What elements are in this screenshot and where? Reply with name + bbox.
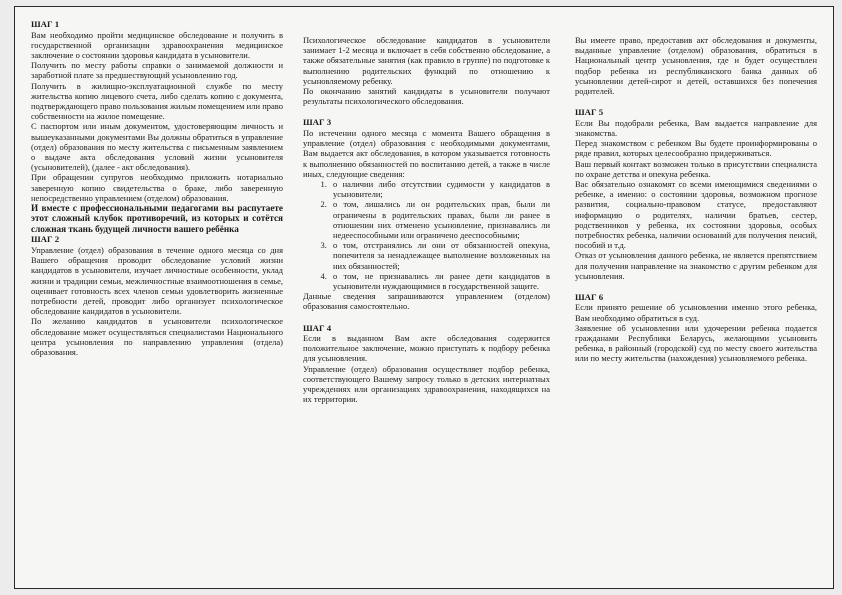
step3-heading: ШАГ 3 (303, 117, 332, 128)
list-item: 4. о том, не признавались ли ранее дети кандидатов в усыновители нуждающимися в государственной защите. (329, 271, 550, 291)
list-item: 1. о наличии либо отсутствии судимости у кандидатов в усыновители; (329, 179, 550, 199)
step5-heading: ШАГ 5 (575, 107, 604, 118)
step1-paragraph-1: Вам необходимо пройти медицинское обследование и получить в государственной организации здравоохранения медицинское заключение о состоянии здоровья кандидата в усыновители. (31, 29, 283, 60)
step1-heading: ШАГ 1 (31, 19, 60, 29)
step3-paragraph-1: По истечении одного месяца с момента Вашего обращения в управление (отдел) образования с необходимыми документами, Вам выдается акт обследования, в котором указывается готовность к выполнению обязанностей по воспитанию детей, а также в числе иных, следующие сведения: (303, 127, 550, 179)
step3-list (303, 179, 550, 291)
step5-paragraph-1: Если Вы подобрали ребенка, Вам выдается направление для знакомства. (575, 117, 817, 138)
step6-heading: ШАГ 6 (575, 291, 604, 302)
step6-paragraph-2: Заявление об усыновлении или удочерении ребенка подается гражданами Республики Беларусь, желающими усыновить ребенка, в районный (городской) суд по месту своего жительства или по месту жительства (нахождения) усыновляемого ребенка. (575, 322, 817, 364)
step2-paragraph-1: Управление (отдел) образования в течение одного месяца со дня Вашего обращения проводит обследование условий жизни кандидатов в усыновители, изучает личностные особенности, уклад жизни и традиции семьи, межличностные взаимоотношения в семье, оценивает готовность всех членов семьи удовлетворить жизненные потребности детей, проводит либо организует психологическое обследование кандидатов в усыновители. (31, 244, 283, 317)
step4-paragraph-1: Если в выданном Вам акте обследования содержится положительное заключение, можно приступать к подбору ребенка для усыновления. (303, 333, 550, 364)
psych-paragraph-2: По окончанию занятий кандидаты в усыновители получают результаты психологического обследования. (303, 86, 550, 107)
step2-heading: ШАГ 2 (31, 234, 60, 245)
step1-paragraph-4: С паспортом или иным документом, удостоверяющим личность и вышеуказанными документами Вы должны обратиться в управление (отдел) образования по месту жительства с письменным заявлением о выдаче акта обследования условий жизни усыновителя (усыновителей), (далее - акт обследования). (31, 121, 283, 173)
step4-paragraph-2: Управление (отдел) образования осуществляет подбор ребенка, соответствующего Вашему запросу только в детских интернатных учреждениях или организациях здравоохранения, находящихся на их территории. (303, 363, 550, 405)
column-right (575, 35, 817, 580)
step1-highlight-paragraph: И вместе с профессиональными педагогами вы распутаете этот сложный клубок противоречий, из которых и сотётся сложная ткань будущей личности вашего ребёнка (31, 202, 283, 234)
column-middle (303, 35, 550, 580)
step5-paragraph-3: Ваш первый контакт возможен только в присутствии специалиста по охране детства и опекуна ребенка. (575, 158, 817, 179)
step1-paragraph-5: При обращении супругов необходимо приложить нотариально заверенную копию свидетельства о браке, либо заверенную непосредственно управлением (отделом) образования. (31, 172, 283, 203)
step6-paragraph-1: Если принято решение об усыновлении именно этого ребенка, Вам необходимо обратиться в суд. (575, 302, 817, 323)
step5-paragraph-2: Перед знакомством с ребенком Вы будете проинформированы о ряде правил, которых целесообразно придерживаться. (575, 138, 817, 159)
list-item: 3. о том, отстранялись ли они от обязанностей опекуна, попечителя за ненадлежащее выполнение возложенных на них обязанностей; (329, 240, 550, 271)
list-item: 2. о том, лишались ли он родительских прав, были ли ограничены в родительских правах, были ли ранее в отношении них отменено усыновление, признавались ли недееспособными или ограничено дееспособными; (329, 199, 550, 240)
step3-paragraph-2: Данные сведения запрашиваются управлением (отделом) образования самостоятельно. (303, 291, 550, 312)
step4-heading: ШАГ 4 (303, 322, 332, 333)
step5-paragraph-4: Вас обязательно ознакомят со всеми имеющимися сведениями о ребенке, а именно: о состоянии здоровья, возможном прогнозе развития, социально-правовом статусе, предоставляют информацию о родителях, наличии братьев, сестер, родственников у ребенка, их состоянии здоровья, особых потребностях ребенка, наличии оснований для получения пенсий, пособий и т.д. (575, 178, 817, 251)
document-page (14, 6, 834, 589)
psych-paragraph-1: Психологическое обследование кандидатов в усыновители занимает 1-2 месяца и включает в себя собственно обследование, а также обязательные занятия (как правило в группе) по подготовке к выполнению родительских функций по отношению к усыновляемому ребенку. (303, 35, 550, 86)
step1-paragraph-2: Получить по месту работы справки о занимаемой должности и заработной плате за предшествующий усыновлению год. (31, 60, 283, 81)
column-left (31, 19, 283, 580)
center-paragraph: Вы имеете право, предоставив акт обследования и документы, выданные управление (отделом) образования, обратиться в Национальный центр усыновления, где и будет осуществлен подбор ребенка из республиканского банка данных об усыновлении детей-сирот и детей, оставшихся без попечения родителей. (575, 35, 817, 97)
step1-paragraph-3: Получить в жилищно-эксплуатационной службе по месту жительства копию лицевого счета, либо сделать копию с документа, подтверждающего право пользования жилым помещением или право собственности на жилое помещение. (31, 80, 283, 122)
step5-paragraph-5: Отказ от усыновления данного ребенка, не является препятствием для получения направление на знакомство с другим ребенком для усыновления. (575, 250, 817, 281)
step2-paragraph-2: По желанию кандидатов в усыновители психологическое обследование может осуществляться специалистами Национального центра усыновления по направлению управления (отдела) образования. (31, 316, 283, 357)
